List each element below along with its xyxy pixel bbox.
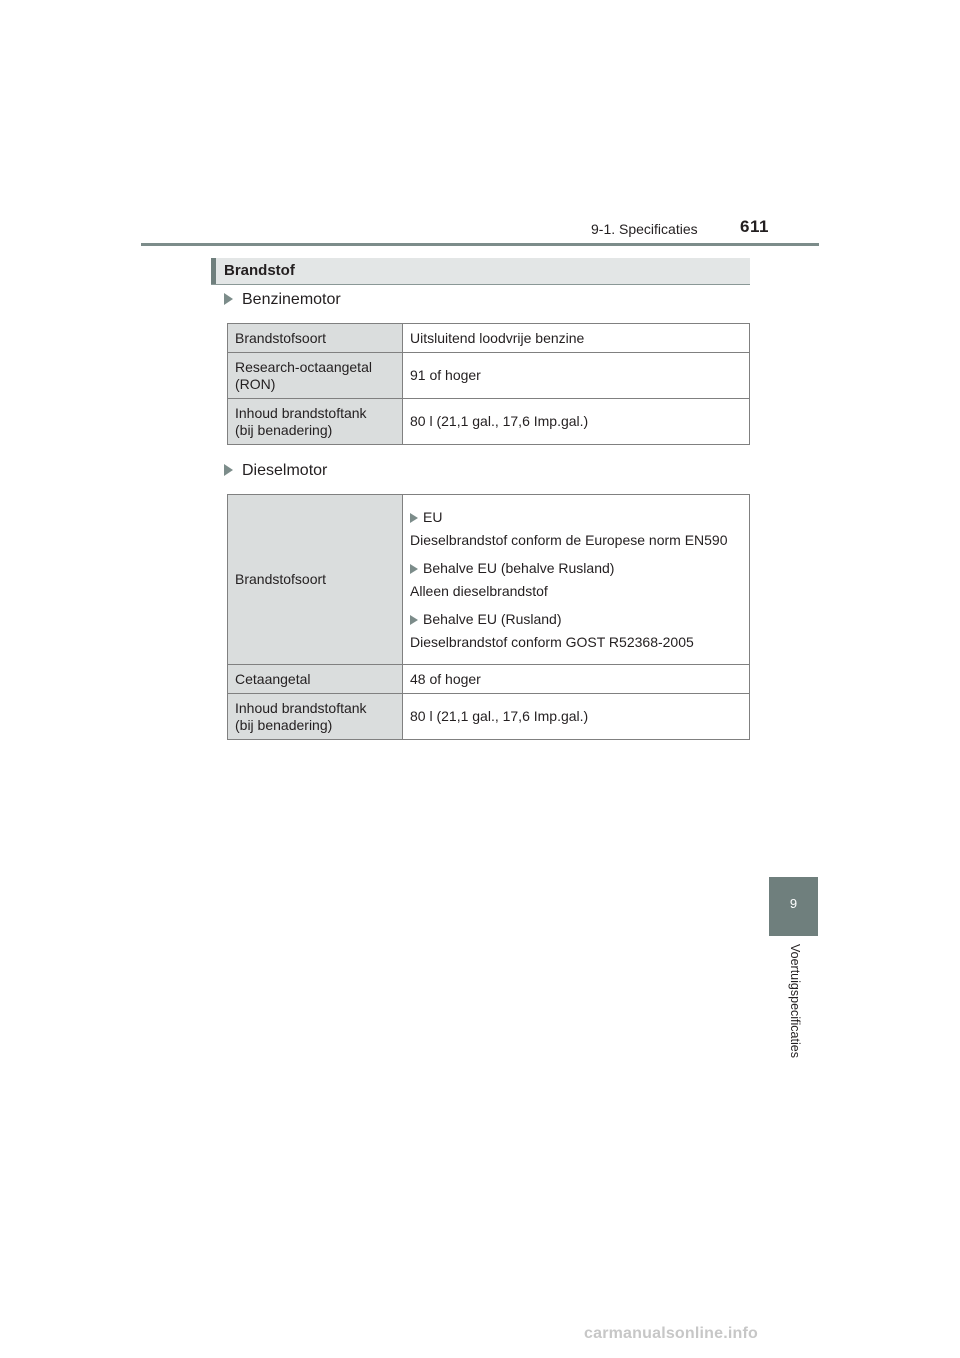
diesel-engine-heading-text: Dieselmotor [242, 462, 328, 479]
triangle-arrow-icon [410, 564, 418, 574]
list-item-label: Behalve EU (behalve Rusland) [410, 560, 741, 577]
table-value-cell: Uitsluitend loodvrije benzine [403, 324, 750, 353]
petrol-engine-heading [224, 291, 341, 309]
section-title: Brandstof [224, 262, 295, 279]
table-key-cell: Brandstofsoort [228, 495, 403, 665]
table-row [228, 694, 750, 740]
diesel-engine-heading [224, 462, 327, 480]
section-title-bar [211, 258, 750, 285]
table-key-cell [228, 324, 403, 353]
list-item-text: Dieselbrandstof conform de Europese norm EN590 [410, 531, 728, 548]
table-key-cell [228, 353, 403, 399]
chapter-tab [769, 877, 818, 936]
list-item-text: Dieselbrandstof conform GOST R52368-2005 [410, 633, 694, 650]
table-value-cell: 48 of hoger [403, 665, 750, 694]
list-item-text: Alleen dieselbrandstof [410, 582, 548, 599]
diesel-spec-table [227, 494, 750, 740]
chapter-number: 9 [789, 896, 798, 911]
table-row [228, 324, 750, 353]
list-item-label: EU [410, 509, 741, 526]
table-row [228, 353, 750, 399]
header-section-title: 9-1. Specificaties [591, 221, 698, 237]
table-value-cell: 80 l (21,1 gal., 17,6 Imp.gal.) [403, 399, 750, 445]
triangle-arrow-icon [224, 293, 233, 305]
table-value-cell: 91 of hoger [403, 353, 750, 399]
cell-text: Inhoud brandstoftank [235, 699, 367, 716]
section-bar-accent [211, 258, 216, 284]
chapter-label: Voertuigspecificaties [788, 944, 802, 1058]
table-row [228, 399, 750, 445]
table-row [228, 665, 750, 694]
cell-text: (bij benadering) [235, 421, 333, 438]
cell-text: Inhoud brandstoftank [235, 404, 367, 421]
fuel-type-list-cell [403, 495, 750, 665]
petrol-spec-table [227, 323, 750, 445]
petrol-engine-heading-text: Benzinemotor [242, 291, 341, 308]
cell-text: Research-octaangetal [235, 358, 372, 375]
triangle-arrow-icon [410, 615, 418, 625]
cell-text: (bij benadering) [235, 716, 333, 733]
list-item-label: Behalve EU (Rusland) [410, 611, 741, 628]
table-key-cell [228, 694, 403, 740]
header-rule [141, 243, 819, 246]
watermark: carmanualsonline.info [584, 1325, 759, 1342]
cell-text: Brandstofsoort [235, 329, 327, 346]
table-key-cell [228, 399, 403, 445]
page-number: 611 [740, 217, 769, 236]
table-key-cell: Cetaangetal [228, 665, 403, 694]
table-value-cell: 80 l (21,1 gal., 17,6 Imp.gal.) [403, 694, 750, 740]
cell-text: (RON) [235, 375, 276, 392]
triangle-arrow-icon [410, 513, 418, 523]
table-row [228, 495, 750, 665]
triangle-arrow-icon [224, 464, 233, 476]
